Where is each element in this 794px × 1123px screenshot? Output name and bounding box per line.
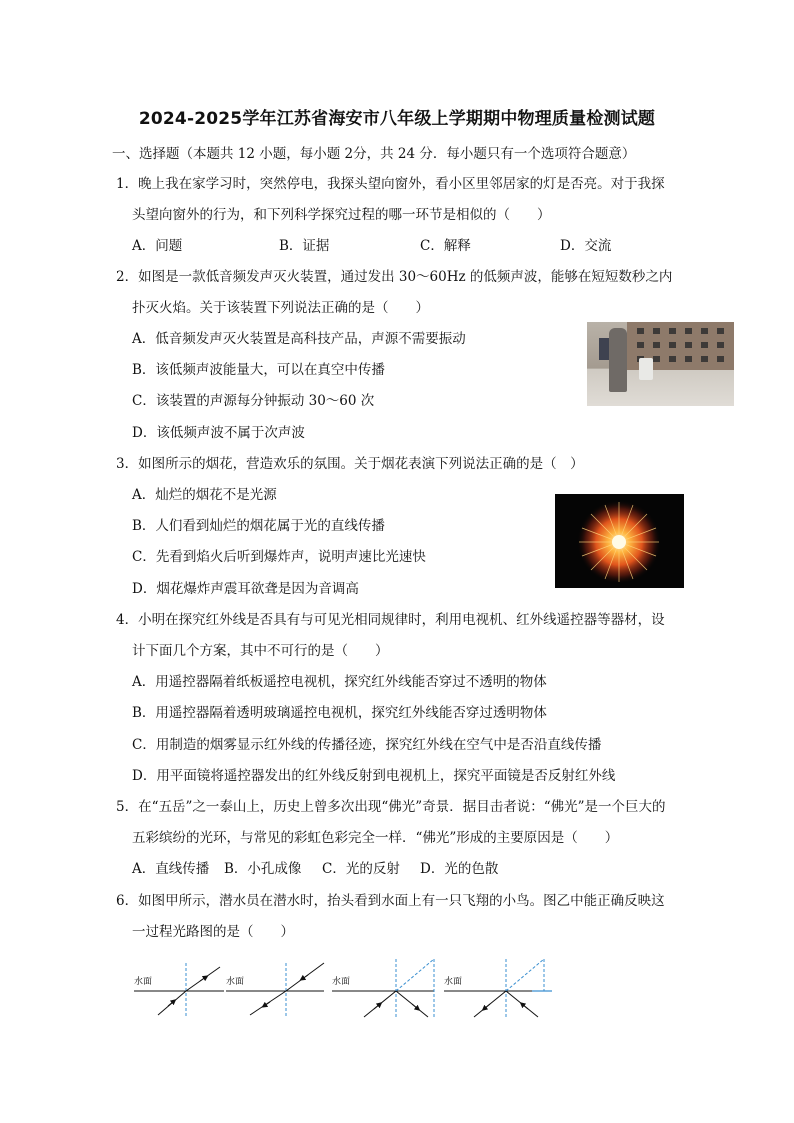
light-path-diagrams xyxy=(128,955,558,1025)
diagram-b xyxy=(226,963,324,1017)
diagram-d xyxy=(444,959,552,1017)
q5-line-2: 五彩缤纷的光环，与常见的彩虹色彩完全一样．“佛光”形成的主要原因是（ ） xyxy=(132,830,619,846)
sound-extinguisher-photo xyxy=(587,322,734,406)
diagram-c-surface-label: 水面 xyxy=(332,976,351,986)
exam-title: 2024-2025学年江苏省海安市八年级上学期期中物理质量检测试题 xyxy=(138,109,656,129)
diagram-a-surface-label: 水面 xyxy=(134,976,153,986)
q3-option-c: C．先看到焰火后听到爆炸声，说明声速比光速快 xyxy=(132,549,426,565)
q1-option-b: B．证据 xyxy=(279,238,330,254)
q1-option-d: D．交流 xyxy=(560,238,612,254)
q3-option-d: D．烟花爆炸声震耳欲聋是因为音调高 xyxy=(132,581,359,597)
section-heading: 一、选择题（本题共 12 小题，每小题 2分，共 24 分．每小题只有一个选项符合题意） xyxy=(112,146,636,162)
q1-option-a: A．问题 xyxy=(132,238,183,254)
q4-option-b: B．用遥控器隔着透明玻璃遥控电视机，探究红外线能否穿过透明物体 xyxy=(132,705,547,721)
diagram-a xyxy=(134,963,224,1017)
q2-line-1: 2．如图是一款低音频发声灭火装置，通过发出 30～60Hz 的低频声波，能够在短短数秒之内 xyxy=(116,269,673,285)
q2-option-d: D．该低频声波不属于次声波 xyxy=(132,425,305,441)
q1-line-1: 1．晚上我在家学习时，突然停电，我探头望向窗外，看小区里邻居家的灯是否亮。对于我探 xyxy=(116,176,665,192)
q4-option-c: C．用制造的烟雾显示红外线的传播径迹，探究红外线在空气中是否沿直线传播 xyxy=(132,737,602,753)
q6-line-2: 一过程光路图的是（ ） xyxy=(132,924,294,940)
q5-option-a: A．直线传播 xyxy=(132,861,210,877)
q4-line-1: 4．小明在探究红外线是否具有与可见光相同规律时，利用电视机、红外线遥控器等器材，设 xyxy=(116,612,665,628)
q3-line-1: 3．如图所示的烟花，营造欢乐的氛围。关于烟花表演下列说法正确的是（ ） xyxy=(116,456,584,472)
q3-option-b: B．人们看到灿烂的烟花属于光的直线传播 xyxy=(132,518,385,534)
q4-option-d: D．用平面镜将遥控器发出的红外线反射到电视机上，探究平面镜是否反射红外线 xyxy=(132,768,616,784)
q2-option-b: B．该低频声波能量大，可以在真空中传播 xyxy=(132,362,385,378)
q2-option-c: C．该装置的声源每分钟振动 30～60 次 xyxy=(132,393,375,409)
q5-option-b: B．小孔成像 xyxy=(224,861,302,877)
q6-line-1: 6．如图甲所示，潜水员在潜水时，抬头看到水面上有一只飞翔的小鸟。图乙中能正确反映这 xyxy=(116,893,665,909)
fireworks-photo xyxy=(555,494,684,588)
q5-option-d: D．光的色散 xyxy=(420,861,499,877)
diagram-d-surface-label: 水面 xyxy=(444,976,463,986)
q3-option-a: A．灿烂的烟花不是光源 xyxy=(132,487,277,503)
q4-option-a: A．用遥控器隔着纸板遥控电视机，探究红外线能否穿过不透明的物体 xyxy=(132,674,547,690)
q5-option-c: C．光的反射 xyxy=(322,861,400,877)
q2-option-a: A．低音频发声灭火装置是高科技产品，声源不需要振动 xyxy=(132,331,466,347)
q2-line-2: 扑灭火焰。关于该装置下列说法正确的是（ ） xyxy=(132,300,429,316)
diagram-b-surface-label: 水面 xyxy=(226,976,245,986)
q1-line-2: 头望向窗外的行为，和下列科学探究过程的哪一环节是相似的（ ） xyxy=(132,207,551,223)
q1-option-c: C．解释 xyxy=(420,238,471,254)
q4-line-2: 计下面几个方案，其中不可行的是（ ） xyxy=(132,643,389,659)
diagram-c xyxy=(332,959,434,1017)
q5-line-1: 5．在“五岳”之一泰山上，历史上曾多次出现“佛光”奇景．据目击者说：“佛光”是一个巨大的 xyxy=(116,799,666,815)
